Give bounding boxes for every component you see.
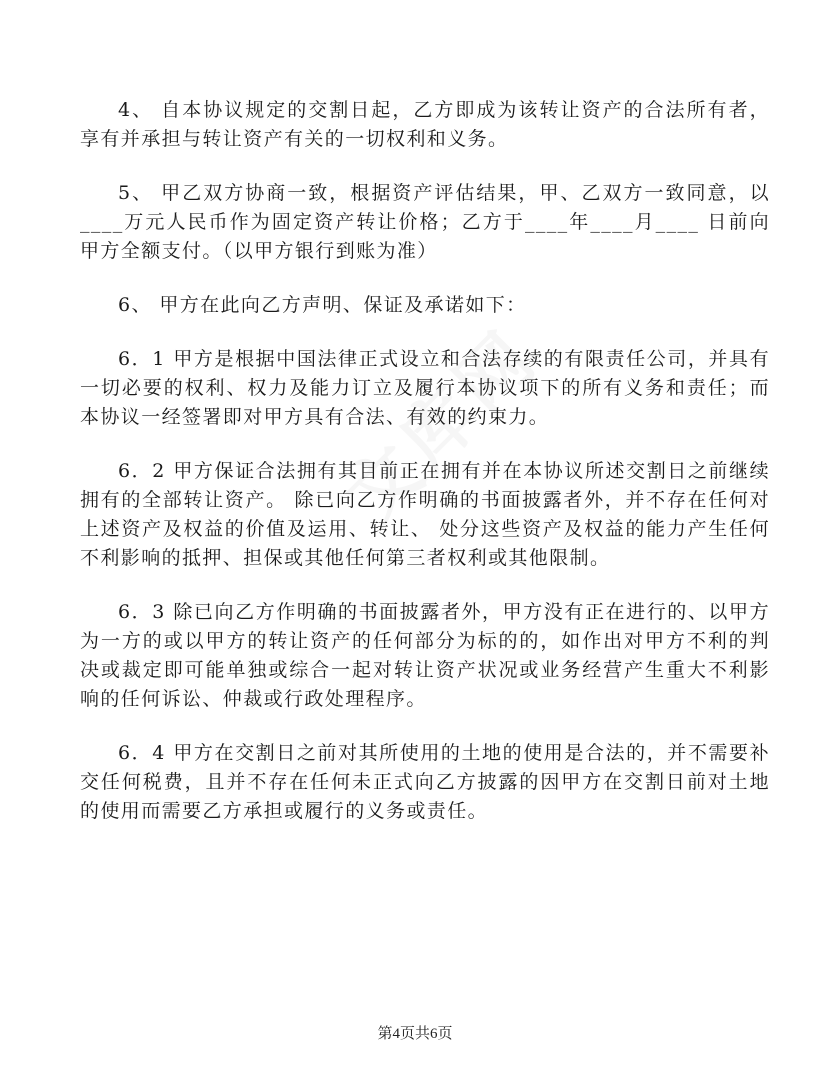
page-number: 第4页共6页 — [377, 1026, 453, 1042]
document-body — [80, 96, 770, 851]
clause-6-2: 6．2 甲方保证合法拥有其目前正在拥有并在本协议所述交割日之前继续拥有的全部转让资产。 除已向乙方作明确的书面披露者外，并不存在任何对上述资产及权益的价值及运用、转让、 处分这些资产及权益的能力产生任何不利影响的抵押、担保或其他任何第三者权利或其他限制。 — [80, 460, 770, 569]
clause-5: 5、 甲乙双方协商一致，根据资产评估结果，甲、乙双方一致同意，以____万元人民币作为固定资产转让价格；乙方于____年____月____ 日前向甲方全额支付。（以甲方银行到账为准） — [80, 182, 770, 262]
clause-6-4: 6．4 甲方在交割日之前对其所使用的土地的使用是合法的，并不需要补交任何税费，且并不存在任何未正式向乙方披露的因甲方在交割日前对土地的使用而需要乙方承担或履行的义务或责任。 — [80, 742, 770, 822]
clause-4: 4、 自本协议规定的交割日起，乙方即成为该转让资产的合法所有者，享有并承担与转让资产有关的一切权利和义务。 — [80, 99, 770, 150]
clause-6-1: 6．1 甲方是根据中国法律正式设立和合法存续的有限责任公司，并具有一切必要的权利、权力及能力订立及履行本协议项下的所有义务和责任；而本协议一经签署即对甲方具有合法、有效的约束力。 — [80, 348, 770, 428]
clause-6: 6、 甲方在此向乙方声明、保证及承诺如下： — [118, 294, 527, 316]
clause-6-3: 6．3 除已向乙方作明确的书面披露者外，甲方没有正在进行的、以甲方为一方的或以甲方的转让资产的任何部分为标的的，如作出对甲方不利的判决或裁定即可能单独或综合一起对转让资产状况或业务经营产生重大不利影响的任何诉讼、仲裁或行政处理程序。 — [80, 601, 770, 710]
